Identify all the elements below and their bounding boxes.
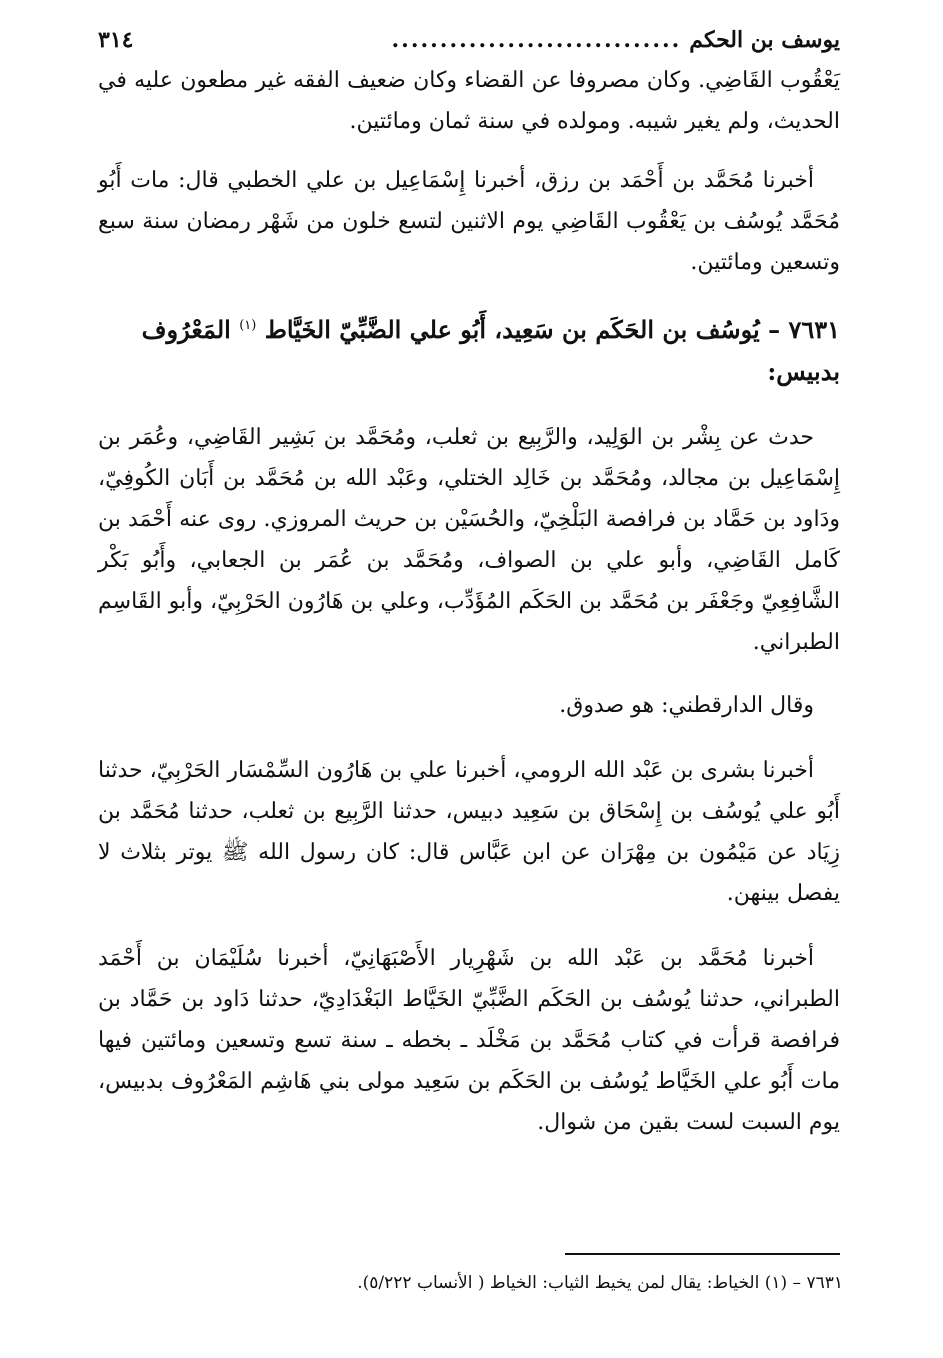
running-title: يوسف بن الحكم: [689, 27, 840, 53]
footnote-marker: (١): [239, 318, 257, 333]
footnote: ٧٦٣١ – (١) الخياط: يقال لمن يخيط الثياب: الخياط ( الأنساب ٥/٢٢٢).: [357, 1273, 843, 1293]
paragraph-daraqutni: وقال الدارقطني: هو صدوق.: [559, 693, 814, 718]
header-leader-dots: ..............................: [391, 27, 682, 53]
page-body: [98, 20, 840, 1143]
paragraph-hadith: أخبرنا بشرى بن عَبْد الله الرومي، أخبرنا علي بن هَارُون السِّمْسَار الحَرْبِيّ، حدثنا أَبُو علي يُوسُف بن إِسْحَاق بن سَعِيد دبيس، حدثنا الرَّبِيع بن ثعلب، حدثنا مُحَمَّد بن زِيَاد عن مَيْمُون بن مِهْرَان عن ابن عَبَّاس قال: كان رسول الله ﷺ يوتر بثلاث لا يفصل بينهن.: [98, 758, 840, 906]
entry-number: ٧٦٣١: [788, 315, 840, 344]
entry-nickname: المَعْرُوف بدبيس:: [141, 315, 840, 386]
running-header: [98, 20, 840, 60]
page-number: ٣١٤: [98, 27, 134, 53]
paragraph-narrators: حدث عن بِشْر بن الوَلِيد، والرَّبِيع بن ثعلب، ومُحَمَّد بن بَشِير القَاضِي، وعُمَر بن إِسْمَاعِيل بن مجالد، ومُحَمَّد بن خَالِد الختلي، وعَبْد الله بن مُحَمَّد بن أَبَان الكُوفِيّ، ودَاود بن حَمَّاد بن فرافصة البَلْخِيّ، والحُسَيْن بن حريث المروزي. روى عنه أَحْمَد بن كَامل القَاضِي، وأبو علي بن الصواف، ومُحَمَّد بن عُمَر بن الجعابي، وأَبُو بَكْر الشَّافِعِيّ وجَعْفَر بن مُحَمَّد بن الحَكَم المُؤَدِّب، وعلي بن هَارُون الحَرْبِيّ، وأبو القَاسِم الطبراني.: [98, 425, 840, 655]
paragraph-continuation: يَعْقُوب القَاضِي. وكان مصروفا عن القضاء وكان ضعيف الفقه غير مطعون عليه في الحديث، ولم يغير شيبه. ومولده في سنة ثمان ومائتين.: [98, 68, 840, 134]
paragraph-death-report: أخبرنا مُحَمَّد بن أَحْمَد بن رزق، أخبرنا إِسْمَاعِيل بن علي الخطبي قال: مات أَبُو مُحَمَّد يُوسُف بن يَعْقُوب القَاضِي يوم الاثنين لتسع خلون من شَهْر رمضان سنة سبع وتسعين ومائتين.: [98, 168, 840, 275]
entry-heading: [98, 305, 840, 393]
entry-dash: –: [759, 315, 789, 344]
entry-name: يُوسُف بن الحَكَم بن سَعِيد، أَبُو علي الضَّبِّيّ الخَيَّاط: [264, 315, 760, 344]
footnote-rule: [565, 1253, 840, 1255]
paragraph-death-date: أخبرنا مُحَمَّد بن عَبْد الله بن شَهْرِيار الأَصْبَهَانِيّ، أخبرنا سُلَيْمَان بن أَحْمَد الطبراني، حدثنا يُوسُف بن الحَكَم الضَّبِّيّ الخَيَّاط البَغْدَادِيّ، حدثنا دَاود بن حَمَّاد بن فرافصة قرأت في كتاب مُحَمَّد بن مَخْلَد ـ بخطه ـ سنة تسع وتسعين ومائتين فيها مات أَبُو علي الخَيَّاط يُوسُف بن الحَكَم بن سَعِيد مولى بني هَاشِم المَعْرُوف بدبيس، يوم السبت لست بقين من شوال.: [98, 946, 840, 1135]
